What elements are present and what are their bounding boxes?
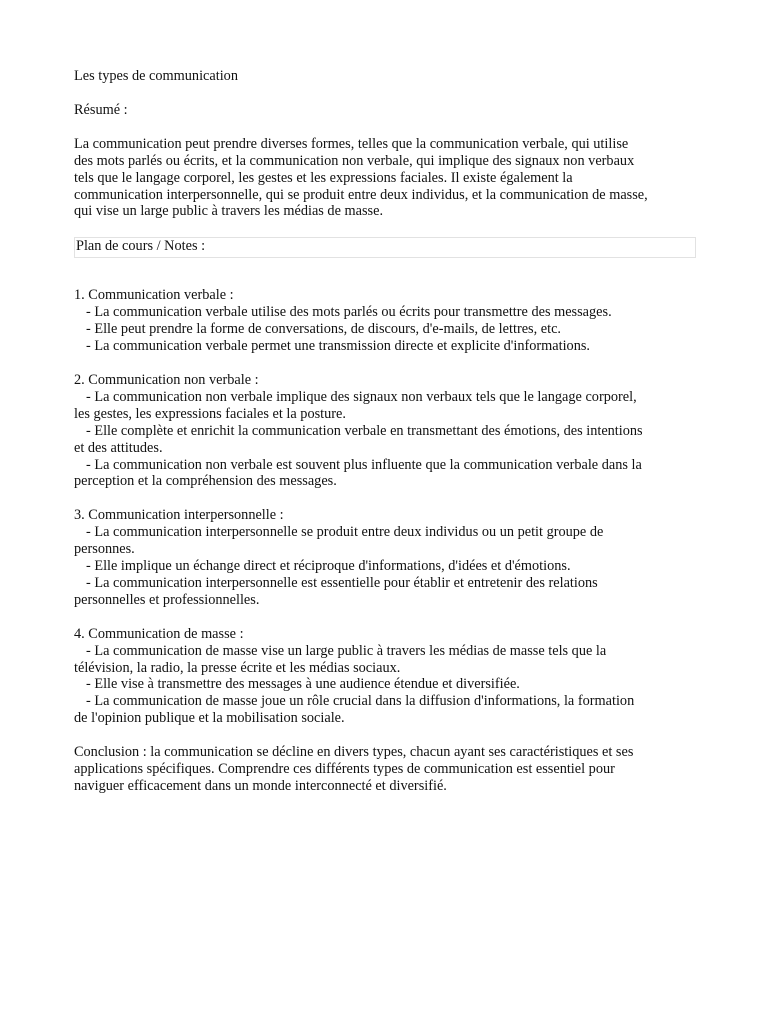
section-interpersonal-communication: [74, 507, 698, 608]
section-line: - La communication non verbale est souvent plus influente que la communication verbale dans la: [86, 456, 642, 473]
section-line: - Elle peut prendre la forme de conversations, de discours, d'e-mails, de lettres, etc.: [86, 321, 561, 338]
section-nonverbal-communication: [74, 372, 698, 490]
summary-line: qui vise un large public à travers les médias de masse.: [74, 203, 384, 220]
section-line: personnelles et professionnelles.: [74, 591, 260, 608]
section-line: - La communication interpersonnelle se produit entre deux individus ou un petit groupe de: [86, 524, 604, 541]
section-line: télévision, la radio, la presse écrite et les médias sociaux.: [74, 659, 401, 676]
section-heading: 4. Communication de masse :: [74, 625, 244, 642]
section-line: les gestes, les expressions faciales et la posture.: [74, 405, 346, 422]
course-notes-field[interactable]: [74, 237, 696, 258]
section-line: de l'opinion publique et la mobilisation sociale.: [74, 710, 345, 727]
section-line: et des attitudes.: [74, 439, 163, 456]
summary-paragraph: [74, 136, 698, 221]
summary-line: communication interpersonnelle, qui se produit entre deux individus, et la communication de masse,: [74, 186, 648, 203]
conclusion-line: naviguer efficacement dans un monde interconnecté et diversifié.: [74, 778, 447, 794]
summary-line: La communication peut prendre diverses formes, telles que la communication verbale, qui utilise: [74, 135, 629, 152]
summary-line: des mots parlés ou écrits, et la communication non verbale, qui implique des signaux non verbaux: [74, 152, 635, 169]
section-line: - La communication non verbale implique des signaux non verbaux tels que le langage corporel,: [86, 388, 637, 405]
section-heading: 2. Communication non verbale :: [74, 371, 259, 388]
document-page: [74, 68, 698, 795]
section-mass-communication: [74, 626, 698, 727]
document-title: Les types de communication: [74, 68, 238, 84]
section-heading: 3. Communication interpersonnelle :: [74, 507, 284, 524]
section-line: - La communication de masse vise un large public à travers les médias de masse tels que la: [86, 642, 607, 659]
section-line: perception et la compréhension des messages.: [74, 473, 337, 490]
course-notes-label: Plan de cours / Notes :: [76, 238, 206, 255]
conclusion-line: Conclusion : la communication se décline en divers types, chacun ayant ses caractéristiques et ses: [74, 744, 634, 761]
section-verbal-communication: [74, 287, 698, 355]
conclusion-line: applications spécifiques. Comprendre ces différents types de communication est essentiel pour: [74, 761, 615, 778]
section-line: - La communication de masse joue un rôle crucial dans la diffusion d'informations, la formation: [86, 693, 635, 710]
section-heading: 1. Communication verbale :: [74, 287, 234, 304]
section-line: - Elle complète et enrichit la communication verbale en transmettant des émotions, des intentions: [86, 422, 643, 439]
summary-heading: Résumé :: [74, 101, 128, 118]
section-line: - La communication verbale permet une transmission directe et explicite d'informations.: [86, 338, 590, 355]
section-line: - Elle implique un échange direct et réciproque d'informations, d'idées et d'émotions.: [86, 558, 571, 575]
summary-line: tels que le langage corporel, les gestes et les expressions faciales. Il existe également la: [74, 169, 573, 186]
section-line: personnes.: [74, 541, 135, 558]
section-line: - Elle vise à transmettre des messages à une audience étendue et diversifiée.: [86, 676, 520, 693]
conclusion-paragraph: [74, 744, 698, 795]
section-line: - La communication interpersonnelle est essentielle pour établir et entretenir des relations: [86, 574, 598, 591]
section-line: - La communication verbale utilise des mots parlés ou écrits pour transmettre des messages.: [86, 304, 612, 321]
